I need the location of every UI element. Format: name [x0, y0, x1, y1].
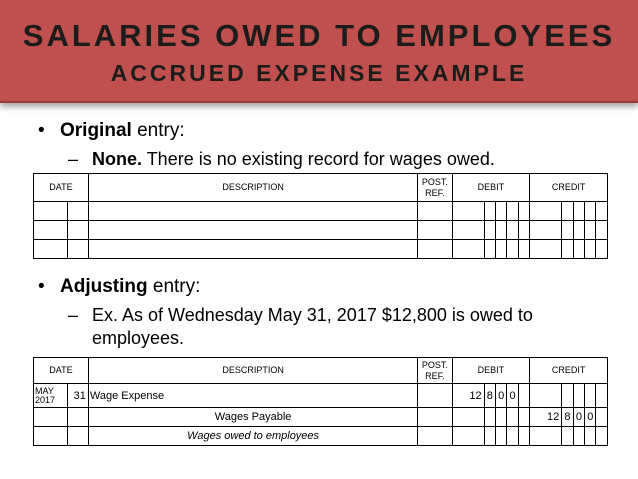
- debit-amount-digit: 0: [496, 384, 507, 408]
- debit-account: Wage Expense: [88, 384, 417, 408]
- original-entry-note: [68, 148, 495, 171]
- table-row: [34, 408, 608, 427]
- dash: –: [68, 305, 79, 325]
- debit-amount-digit: 0: [507, 384, 518, 408]
- bullet-point: •: [38, 120, 45, 141]
- adjusting-journal-table: [33, 357, 608, 446]
- credit-amount-thousands: 12: [530, 408, 562, 427]
- credit-amount-digit: 0: [573, 408, 584, 427]
- post-ref-header: POST. REF.: [418, 358, 452, 384]
- original-label-rest: entry:: [131, 120, 185, 141]
- table-header-row: [34, 358, 608, 384]
- credit-header: CREDIT: [530, 358, 608, 384]
- adjusting-entry-bullet: [38, 276, 200, 298]
- adjusting-note-line2: employees.: [92, 328, 185, 348]
- original-note-bold: None.: [92, 149, 143, 169]
- date-month-year: MAY 2017: [34, 384, 68, 408]
- adjusting-entry-note: [68, 304, 533, 350]
- original-entry-bullet: [38, 120, 185, 142]
- date-day: 31: [68, 384, 89, 408]
- credit-account: Wages Payable: [88, 408, 417, 427]
- description-header: DESCRIPTION: [88, 358, 417, 384]
- debit-header: DEBIT: [452, 174, 530, 202]
- debit-header: DEBIT: [452, 358, 530, 384]
- slide-subtitle: ACCRUED EXPENSE EXAMPLE: [110, 60, 528, 86]
- credit-amount-digit: 0: [585, 408, 596, 427]
- table-row: [34, 384, 608, 408]
- table-row: [34, 221, 608, 240]
- table-row: [34, 202, 608, 221]
- table-header-row: [34, 174, 608, 202]
- entry-explanation: Wages owed to employees: [88, 427, 417, 446]
- table-row: [34, 240, 608, 259]
- original-note-rest: There is no existing record for wages owed.: [142, 149, 495, 169]
- credit-header: CREDIT: [530, 174, 608, 202]
- credit-amount-digit: 8: [562, 408, 573, 427]
- adjusting-note-line1: Ex. As of Wednesday May 31, 2017 $12,800 is owed to: [92, 305, 533, 325]
- adjusting-label-rest: entry:: [147, 276, 201, 297]
- slide-title: SALARIES OWED TO EMPLOYEES: [22, 18, 616, 53]
- adjusting-label: Adjusting: [60, 276, 148, 297]
- empty-journal-table: [33, 173, 608, 259]
- dash: –: [68, 149, 79, 169]
- date-header: DATE: [34, 358, 89, 384]
- original-label: Original: [60, 120, 132, 141]
- debit-amount-thousands: 12: [452, 384, 484, 408]
- post-ref-header: POST. REF.: [418, 174, 452, 202]
- table-row: [34, 427, 608, 446]
- bullet-point: •: [38, 276, 45, 297]
- debit-amount-digit: 8: [484, 384, 495, 408]
- date-header: DATE: [34, 174, 89, 202]
- title-banner: [0, 0, 638, 103]
- description-header: DESCRIPTION: [88, 174, 417, 202]
